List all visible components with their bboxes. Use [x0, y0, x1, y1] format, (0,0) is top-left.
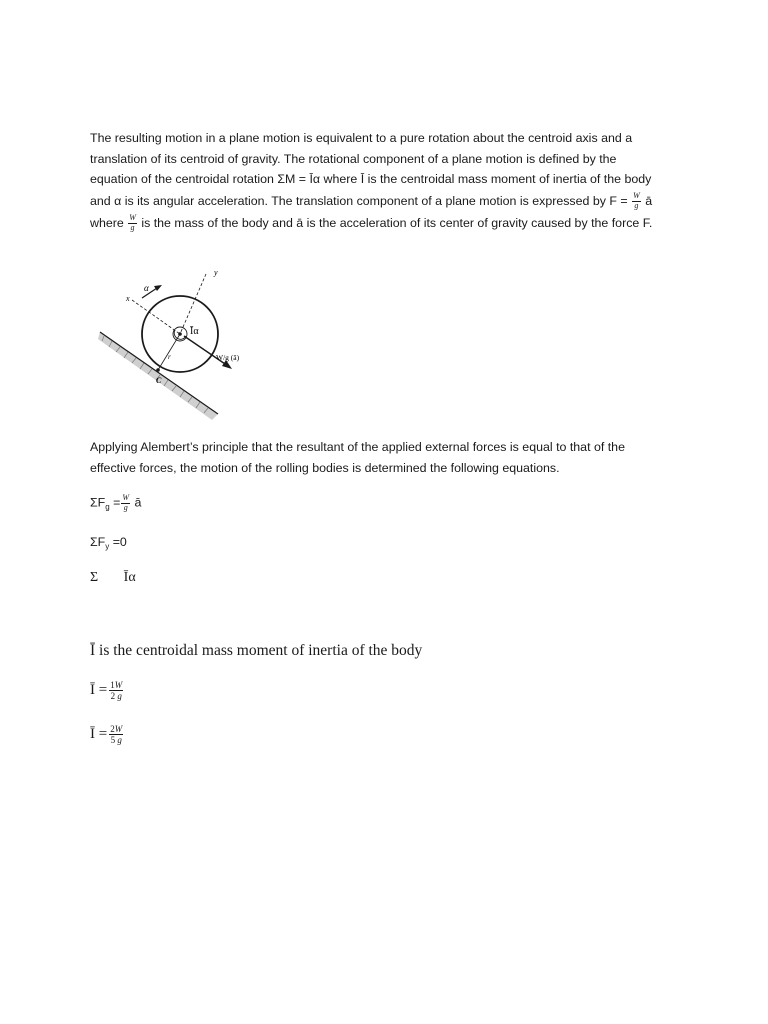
- f2-numerator: [109, 724, 123, 735]
- f1-denominator: [109, 691, 123, 701]
- alembert-line-1: Applying Alembert’s principle that the resultant of the applied external forces is equal to that of the: [90, 440, 625, 454]
- f1-num-b: W: [114, 680, 123, 690]
- eq1-denominator: g: [123, 502, 128, 512]
- frac-denominator-2: g: [130, 222, 135, 232]
- intro-line-5-start: where: [90, 215, 124, 230]
- fraction-w-over-g: [632, 192, 641, 210]
- frac-numerator: W: [633, 191, 640, 201]
- label-i-alpha: Ῑα: [190, 326, 199, 337]
- intro-line-4: [90, 190, 690, 212]
- intro-line-2: translation of its centroid of gravity. The rotational component of a plane motion is defined by the: [90, 151, 617, 166]
- f1-num-a: 1: [110, 680, 115, 690]
- f1-numerator: [109, 680, 123, 691]
- f2-num-a: 2: [110, 724, 115, 734]
- label-force: W/g (ā): [216, 353, 240, 362]
- inertia-formula-disk: [90, 680, 123, 701]
- eq1-fraction: [121, 494, 130, 512]
- contact-point: [156, 368, 160, 372]
- f1-den-b: g: [117, 691, 122, 701]
- intro-line-1: The resulting motion in a plane motion is equivalent to a pure rotation about the centroid axis and a: [90, 131, 633, 145]
- f2-denominator: [109, 735, 123, 745]
- f2-den-a: 5: [110, 735, 116, 745]
- f2-lhs: Ῑ =: [90, 725, 108, 742]
- eq1-subscript: g: [105, 502, 110, 512]
- intro-line-5: [90, 212, 690, 234]
- f1-lhs: Ῑ =: [90, 681, 108, 698]
- intro-line-4-text: and α is its angular acceleration. The translation component of a plane motion is expressed by F =: [90, 193, 628, 208]
- eq1-numerator: W: [122, 493, 130, 502]
- alpha-arrow-head: [154, 285, 162, 291]
- intro-line-4-end: ā: [645, 193, 653, 208]
- inertia-formula-sphere: [90, 724, 123, 745]
- alembert-line-2: effective forces, the motion of the rolling bodies is determined the following equations.: [90, 460, 560, 475]
- eq1-prefix: ΣF: [90, 495, 106, 510]
- alembert-paragraph: [90, 437, 690, 478]
- label-c: C: [156, 376, 162, 385]
- equation-sum-fg: [90, 494, 141, 515]
- label-y: y: [214, 268, 218, 277]
- frac-denominator: g: [634, 200, 639, 210]
- label-r: r: [168, 353, 171, 361]
- fraction-w-over-g-2: [128, 214, 137, 232]
- inertia-heading: Ῑ is the centroidal mass moment of inertia of the body: [90, 642, 423, 659]
- eq2-prefix: ΣF: [90, 535, 106, 549]
- label-x: x: [126, 294, 130, 303]
- equation-sum-fy: [90, 534, 127, 555]
- f2-fraction: [109, 724, 123, 745]
- eq2-subscript: y: [105, 542, 110, 551]
- f2-den-b: g: [117, 735, 122, 745]
- f2-num-b: W: [114, 724, 123, 734]
- eq3-rhs: Ῑα: [123, 570, 136, 585]
- intro-paragraph: [90, 128, 690, 234]
- intro-line-3: equation of the centroidal rotation ΣM = Ῑα where Ῑ is the centroidal mass moment of inertia of the body: [90, 172, 652, 186]
- intro-line-5-rest: is the mass of the body and ā is the acceleration of its center of gravity caused by the force F.: [141, 215, 653, 230]
- radius-line: [158, 334, 180, 370]
- eq3-sigma: Σ: [90, 570, 99, 585]
- label-alpha: α: [144, 283, 149, 293]
- f1-fraction: [109, 680, 123, 701]
- frac-numerator-2: W: [129, 213, 136, 223]
- eq1-equals: =: [113, 495, 121, 510]
- eq1-suffix: ā: [134, 495, 142, 510]
- equation-sum-moment: [90, 570, 136, 586]
- eq2-suffix: =0: [112, 535, 127, 549]
- rolling-disk-diagram: [96, 262, 246, 422]
- f1-den-a: 2: [110, 691, 116, 701]
